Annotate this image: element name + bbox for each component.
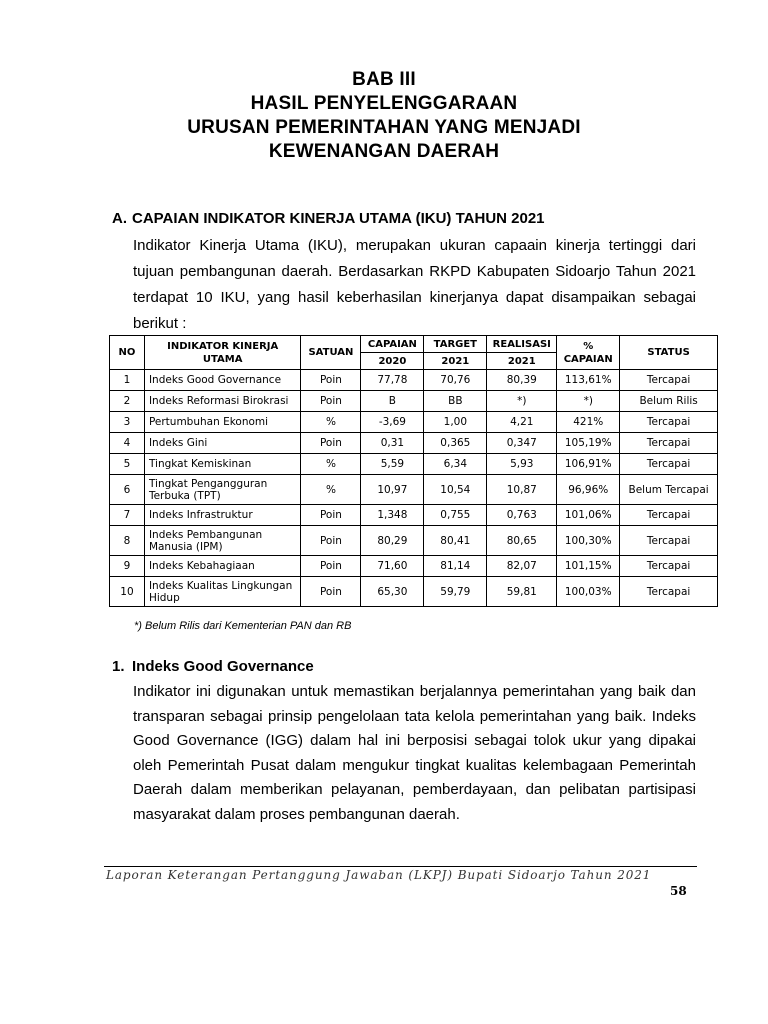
cell-satuan: %: [301, 454, 361, 475]
cell-realisasi: 82,07: [487, 556, 557, 577]
col-header-no: NO: [110, 336, 145, 370]
cell-realisasi: 0,347: [487, 433, 557, 454]
table-row: [110, 370, 718, 391]
section-a-label: A.: [112, 210, 127, 227]
cell-status: Tercapai: [620, 370, 718, 391]
table-row: [110, 526, 718, 556]
cell-target: 0,365: [424, 433, 487, 454]
cell-no: 8: [110, 526, 145, 556]
cell-persen: 101,06%: [557, 505, 620, 526]
cell-status: Tercapai: [620, 412, 718, 433]
cell-capaian: 0,31: [361, 433, 424, 454]
cell-indikator: Indeks Infrastruktur: [144, 505, 301, 526]
section-a-paragraph: Indikator Kinerja Utama (IKU), merupakan ukuran capaain kinerja tertinggi dari tujuan pembangunan daerah. Berdasarkan RKPD Kabupaten Sidoarjo Tahun 2021 terdapat 10 IKU, yang hasil keberhasilan kinerjanya dapat disampaikan sebagai berikut :: [133, 237, 696, 332]
cell-capaian: 10,97: [361, 475, 424, 505]
col-header-capaian: CAPAIAN: [361, 336, 424, 353]
cell-capaian: 65,30: [361, 577, 424, 607]
cell-satuan: Poin: [301, 556, 361, 577]
cell-no: 3: [110, 412, 145, 433]
iku-table: [109, 335, 718, 607]
cell-capaian: 80,29: [361, 526, 424, 556]
col-header-realisasi: REALISASI: [487, 336, 557, 353]
cell-persen: 105,19%: [557, 433, 620, 454]
cell-satuan: Poin: [301, 526, 361, 556]
footer-divider: [104, 866, 697, 867]
cell-indikator: Indeks Reformasi Birokrasi: [144, 391, 301, 412]
section-a-heading: [112, 210, 545, 227]
table-row: [110, 412, 718, 433]
section-a-title: CAPAIAN INDIKATOR KINERJA UTAMA (IKU) TAHUN 2021: [132, 210, 545, 227]
cell-satuan: Poin: [301, 391, 361, 412]
cell-indikator: Indeks Gini: [144, 433, 301, 454]
chapter-title-line-2: URUSAN PEMERINTAHAN YANG MENJADI: [187, 117, 581, 138]
cell-indikator: Indeks Pembangunan Manusia (IPM): [144, 526, 301, 556]
table-footnote: *) Belum Rilis dari Kementerian PAN dan RB: [134, 620, 352, 632]
cell-indikator: Tingkat Pengangguran Terbuka (TPT): [144, 475, 301, 505]
chapter-title-line-3: KEWENANGAN DAERAH: [268, 141, 500, 162]
cell-persen: 96,96%: [557, 475, 620, 505]
cell-persen: 100,03%: [557, 577, 620, 607]
col-header-target: TARGET: [424, 336, 487, 353]
col-header-target-year: 2021: [424, 353, 487, 370]
table-row: [110, 577, 718, 607]
subsection-1-label: 1.: [112, 658, 125, 675]
col-header-persen-capaian: % CAPAIAN: [557, 336, 620, 370]
cell-status: Tercapai: [620, 505, 718, 526]
cell-satuan: Poin: [301, 577, 361, 607]
cell-status: Belum Rilis: [620, 391, 718, 412]
cell-no: 4: [110, 433, 145, 454]
table-row: [110, 475, 718, 505]
cell-target: 10,54: [424, 475, 487, 505]
subsection-1-heading: [112, 658, 314, 675]
table-row: [110, 556, 718, 577]
cell-target: 6,34: [424, 454, 487, 475]
cell-no: 5: [110, 454, 145, 475]
cell-target: 80,41: [424, 526, 487, 556]
cell-satuan: Poin: [301, 370, 361, 391]
cell-capaian: 71,60: [361, 556, 424, 577]
page-number: 58: [670, 884, 687, 898]
cell-persen: 100,30%: [557, 526, 620, 556]
cell-indikator: Indeks Kebahagiaan: [144, 556, 301, 577]
cell-capaian: 77,78: [361, 370, 424, 391]
cell-realisasi: 5,93: [487, 454, 557, 475]
table-row: [110, 454, 718, 475]
cell-target: 1,00: [424, 412, 487, 433]
subsection-1-paragraph: Indikator ini digunakan untuk memastikan berjalannya pemerintahan yang baik dan transparan sebagai prinsip pengelolaan tata kelola pemerintahan yang baik. Indeks Good Governance (IGG) dalam hal ini berposisi sebagai tolok ukur yang dipakai oleh Pemerintah Pusat dalam mengukur tingkat kualitas kelembagaan Pemerintah Daerah dalam memberikan pelayanan, pemberdayaan, dan pelibatan partisipasi masyarakat dalam proses pembangunan daerah.: [133, 683, 696, 823]
cell-indikator: Pertumbuhan Ekonomi: [144, 412, 301, 433]
cell-realisasi: 59,81: [487, 577, 557, 607]
cell-status: Tercapai: [620, 433, 718, 454]
chapter-title-line-1: HASIL PENYELENGGARAAN: [250, 93, 518, 114]
col-header-realisasi-year: 2021: [487, 353, 557, 370]
cell-indikator: Indeks Kualitas Lingkungan Hidup: [144, 577, 301, 607]
cell-capaian: -3,69: [361, 412, 424, 433]
cell-no: 6: [110, 475, 145, 505]
cell-realisasi: 0,763: [487, 505, 557, 526]
cell-no: 7: [110, 505, 145, 526]
cell-realisasi: *): [487, 391, 557, 412]
cell-target: BB: [424, 391, 487, 412]
chapter-number: BAB III: [352, 69, 416, 90]
cell-persen: 106,91%: [557, 454, 620, 475]
col-header-status: STATUS: [620, 336, 718, 370]
cell-status: Tercapai: [620, 556, 718, 577]
col-header-satuan: SATUAN: [301, 336, 361, 370]
subsection-1-title: Indeks Good Governance: [132, 658, 314, 675]
cell-satuan: %: [301, 412, 361, 433]
cell-no: 9: [110, 556, 145, 577]
cell-no: 2: [110, 391, 145, 412]
cell-indikator: Indeks Good Governance: [144, 370, 301, 391]
cell-target: 70,76: [424, 370, 487, 391]
table-row: [110, 505, 718, 526]
cell-realisasi: 80,65: [487, 526, 557, 556]
cell-no: 10: [110, 577, 145, 607]
cell-status: Belum Tercapai: [620, 475, 718, 505]
cell-persen: 101,15%: [557, 556, 620, 577]
chapter-heading: [0, 68, 768, 164]
cell-capaian: 5,59: [361, 454, 424, 475]
cell-target: 0,755: [424, 505, 487, 526]
cell-satuan: %: [301, 475, 361, 505]
cell-status: Tercapai: [620, 454, 718, 475]
cell-indikator: Tingkat Kemiskinan: [144, 454, 301, 475]
cell-realisasi: 80,39: [487, 370, 557, 391]
cell-satuan: Poin: [301, 433, 361, 454]
cell-satuan: Poin: [301, 505, 361, 526]
cell-persen: *): [557, 391, 620, 412]
table-row: [110, 433, 718, 454]
cell-status: Tercapai: [620, 526, 718, 556]
cell-realisasi: 4,21: [487, 412, 557, 433]
cell-persen: 113,61%: [557, 370, 620, 391]
cell-persen: 421%: [557, 412, 620, 433]
cell-capaian: B: [361, 391, 424, 412]
cell-no: 1: [110, 370, 145, 391]
cell-capaian: 1,348: [361, 505, 424, 526]
table-row: [110, 391, 718, 412]
cell-target: 81,14: [424, 556, 487, 577]
cell-realisasi: 10,87: [487, 475, 557, 505]
col-header-capaian-year: 2020: [361, 353, 424, 370]
footer-text: Laporan Keterangan Pertanggung Jawaban (LKPJ) Bupati Sidoarjo Tahun 2021: [106, 868, 652, 882]
col-header-indikator: INDIKATOR KINERJA UTAMA: [144, 336, 301, 370]
cell-status: Tercapai: [620, 577, 718, 607]
cell-target: 59,79: [424, 577, 487, 607]
